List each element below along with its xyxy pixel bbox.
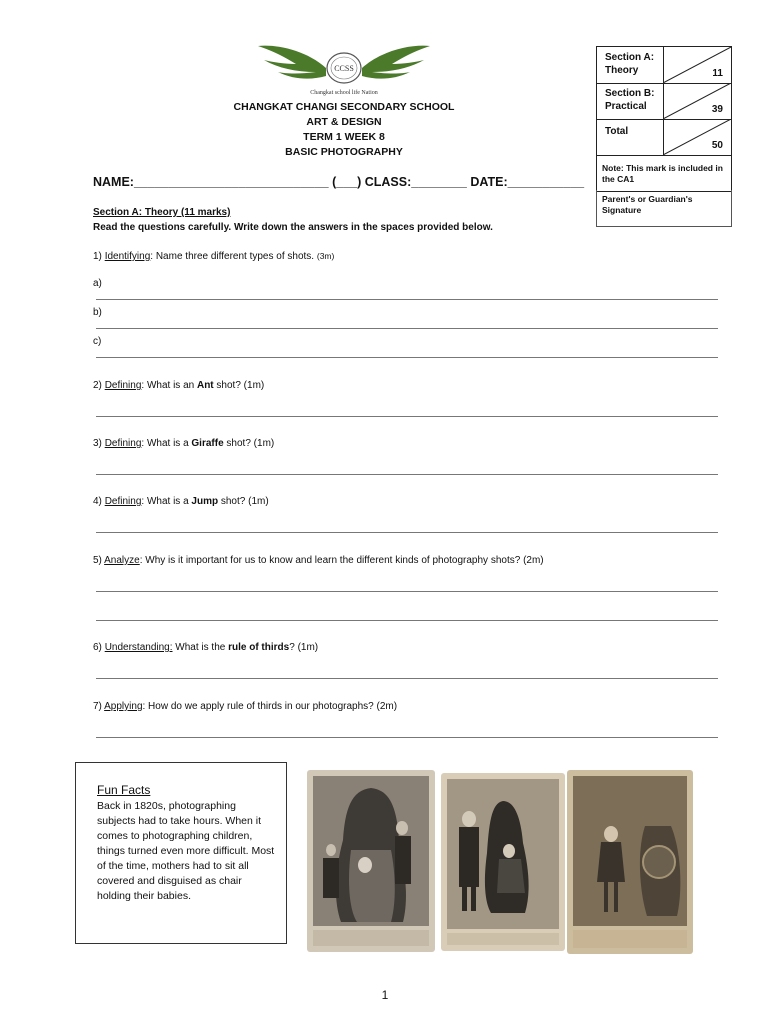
question-keyword: rule of thirds <box>228 642 290 653</box>
signature-label: Parent's or Guardian's Signature <box>602 194 693 215</box>
section-instructions: Read the questions carefully. Write down the answers in the spaces provided below. <box>93 222 493 233</box>
question-number: 2) <box>93 380 102 391</box>
question-4 <box>93 496 269 507</box>
topic-title: BASIC PHOTOGRAPHY <box>285 146 403 158</box>
question-5 <box>93 555 544 566</box>
question-text: : What is an <box>141 380 197 391</box>
logo-motto: Changkat school life Nation <box>310 90 378 96</box>
marks-value: 39 <box>711 104 723 115</box>
marks-label: Section B: Practical <box>605 88 655 112</box>
school-name: CHANGKAT CHANGI SECONDARY SCHOOL <box>233 101 455 113</box>
question-number: 4) <box>93 496 102 507</box>
answer-line <box>96 328 718 329</box>
question-verb: Defining <box>104 438 142 449</box>
question-marks: (1m) <box>297 642 319 653</box>
subject-title: ART & DESIGN <box>306 116 382 128</box>
marks-value: 11 <box>712 68 723 79</box>
question-text: : Name three different types of shots. <box>150 251 317 262</box>
answer-line <box>96 620 718 621</box>
vintage-photo-3 <box>567 770 693 954</box>
term-title: TERM 1 WEEK 8 <box>303 131 385 143</box>
marks-row-total <box>597 119 731 156</box>
question-text: : How do we apply rule of thirds in our photographs? <box>142 701 374 712</box>
fun-facts-text: Back in 1820s, photographing subjects had to take hours. When it comes to photographing children, things turned even more difficult. Most of the time, mothers had to sit all covered and disguised as chair holding their babies. <box>97 800 275 902</box>
question-number: 7) <box>93 701 102 712</box>
question-6 <box>93 642 318 653</box>
marks-value: 50 <box>711 140 723 151</box>
question-keyword: Jump <box>191 496 219 507</box>
question-number: 3) <box>93 438 102 449</box>
signature-box <box>596 190 732 227</box>
school-heading <box>196 100 492 160</box>
question-marks: (3m) <box>316 251 335 261</box>
subpart-a: a) <box>93 278 102 289</box>
question-keyword: Giraffe <box>191 438 224 449</box>
answer-line <box>96 357 718 358</box>
question-marks: (2m) <box>523 555 544 566</box>
question-7 <box>93 701 397 712</box>
question-1 <box>93 251 334 262</box>
answer-line <box>96 591 718 592</box>
question-verb: Defining <box>104 496 142 507</box>
marks-row-practical <box>597 83 731 120</box>
fun-facts-box <box>75 762 287 944</box>
question-text: : Why is it important for us to know and learn the different kinds of photography shots? <box>139 555 521 566</box>
question-verb: Identifying <box>104 251 151 262</box>
vintage-photo-1 <box>307 770 435 952</box>
marks-note: Note: This mark is included in the CA1 <box>602 163 723 184</box>
question-text-end: shot? <box>218 496 246 507</box>
subpart-c: c) <box>93 336 102 347</box>
question-2 <box>93 380 264 391</box>
marks-row-theory <box>597 47 731 84</box>
answer-line <box>96 737 718 738</box>
marks-label: Total <box>605 126 629 137</box>
school-logo <box>256 42 432 98</box>
question-verb: Understanding: <box>104 642 173 653</box>
vintage-photo-2 <box>441 773 565 951</box>
question-text: : What is a <box>141 496 192 507</box>
question-text: : What is a <box>141 438 192 449</box>
question-verb: Applying <box>104 701 143 712</box>
question-text: What is the <box>172 642 229 653</box>
question-number: 5) <box>93 555 102 566</box>
answer-line <box>96 416 718 417</box>
question-verb: Defining <box>104 380 142 391</box>
fun-facts-title: Fun Facts <box>97 783 151 797</box>
section-title: Section A: Theory (11 marks) <box>93 207 231 218</box>
answer-line <box>96 474 718 475</box>
question-keyword: Ant <box>196 380 214 391</box>
question-verb: Analyze <box>104 555 140 566</box>
question-marks: (1m) <box>253 438 275 449</box>
question-marks: (2m) <box>376 701 398 712</box>
question-text-end: shot? <box>223 438 251 449</box>
question-marks: (1m) <box>243 380 265 391</box>
question-text-end: ? <box>289 642 295 653</box>
question-number: 1) <box>93 251 102 262</box>
answer-line <box>96 532 718 533</box>
marks-table <box>596 46 732 192</box>
marks-label: Section A: Theory <box>605 52 655 76</box>
subpart-b: b) <box>93 307 102 318</box>
page-number: 1 <box>381 988 389 1002</box>
name-class-date-line: NAME:____________________________ (___) CLASS:________ DATE:___________ <box>93 175 585 189</box>
question-marks: (1m) <box>248 496 269 507</box>
answer-line <box>96 678 718 679</box>
question-text-end: shot? <box>213 380 241 391</box>
answer-line <box>96 299 718 300</box>
question-number: 6) <box>93 642 102 653</box>
logo-text: CCSS <box>334 64 354 73</box>
question-3 <box>93 438 274 449</box>
